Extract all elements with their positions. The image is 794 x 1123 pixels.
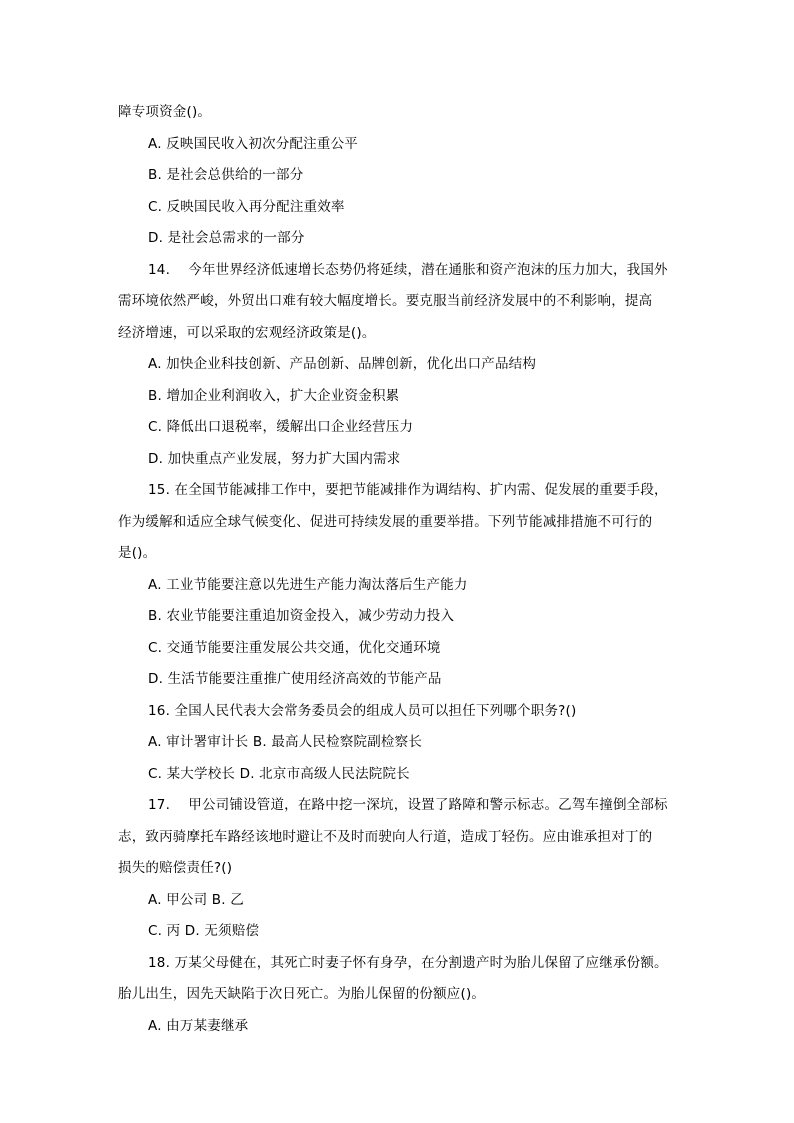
q14-stem-line3: 经济增速，可以采取的宏观经济政策是()。 (118, 325, 376, 341)
q17-stem-line3: 损失的赔偿责任?() (118, 860, 233, 876)
q17-options-ab: A. 甲公司 B. 乙 (148, 892, 244, 908)
q17-stem: 17. 甲公司铺设管道，在路中挖一深坑，设置了路障和警示标志。乙驾车撞倒全部标 (148, 797, 668, 813)
q14-option-a: A. 加快企业科技创新、产品创新、品牌创新，优化出口产品结构 (148, 356, 537, 372)
q14-option-c: C. 降低出口退税率，缓解出口企业经营压力 (148, 419, 414, 435)
q15-stem: 15. 在全国节能减排工作中，要把节能减排作为调结构、扩内需、促发展的重要手段， (148, 482, 668, 498)
q14-option-b: B. 增加企业利润收入，扩大企业资金积累 (148, 388, 400, 404)
q17-options-cd: C. 丙 D. 无须赔偿 (148, 923, 260, 939)
q15-option-d: D. 生活节能要注重推广使用经济高效的节能产品 (148, 671, 442, 687)
q16-options-cd: C. 某大学校长 D. 北京市高级人民法院院长 (148, 766, 410, 782)
q14-stem-line2: 需环境依然严峻，外贸出口难有较大幅度增长。要克服当前经济发展中的不利影响，提高 (118, 293, 653, 309)
q18-stem-line2: 胎儿出生，因先天缺陷于次日死亡。为胎儿保留的份额应()。 (118, 986, 486, 1002)
q15-option-c: C. 交通节能要注重发展公共交通，优化交通环境 (148, 640, 441, 656)
q15-option-b: B. 农业节能要注重追加资金投入，减少劳动力投入 (148, 608, 455, 624)
q17-stem-line2: 志，致丙骑摩托车路经该地时避让不及时而驶向人行道，造成丁轻伤。应由谁承担对丁的 (118, 829, 653, 845)
q14-option-d: D. 加快重点产业发展，努力扩大国内需求 (148, 451, 401, 467)
q16-stem: 16. 全国人民代表大会常务委员会的组成人员可以担任下列哪个职务?() (148, 703, 577, 719)
q13-option-a: A. 反映国民收入初次分配注重公平 (148, 136, 358, 152)
q14-stem: 14. 今年世界经济低速增长态势仍将延续，潜在通胀和资产泡沫的压力加大，我国外 (148, 262, 668, 278)
q15-option-a: A. 工业节能要注意以先进生产能力淘汰落后生产能力 (148, 577, 468, 593)
q15-stem-line3: 是()。 (118, 545, 157, 561)
q18-stem: 18. 万某父母健在，其死亡时妻子怀有身孕，在分割遗产时为胎儿保留了应继承份额。 (148, 955, 668, 971)
q15-stem-line2: 作为缓解和适应全球气候变化、促进可持续发展的重要举措。下列节能减排措施不可行的 (118, 514, 653, 530)
q16-options-ab: A. 审计署审计长 B. 最高人民检察院副检察长 (148, 734, 423, 750)
q18-option-a: A. 由万某妻继承 (148, 1018, 249, 1034)
q13-stem-continuation: 障专项资金()。 (118, 104, 212, 120)
q13-option-d: D. 是社会总需求的一部分 (148, 230, 305, 246)
q13-option-c: C. 反映国民收入再分配注重效率 (148, 199, 345, 215)
q13-option-b: B. 是社会总供给的一部分 (148, 167, 304, 183)
